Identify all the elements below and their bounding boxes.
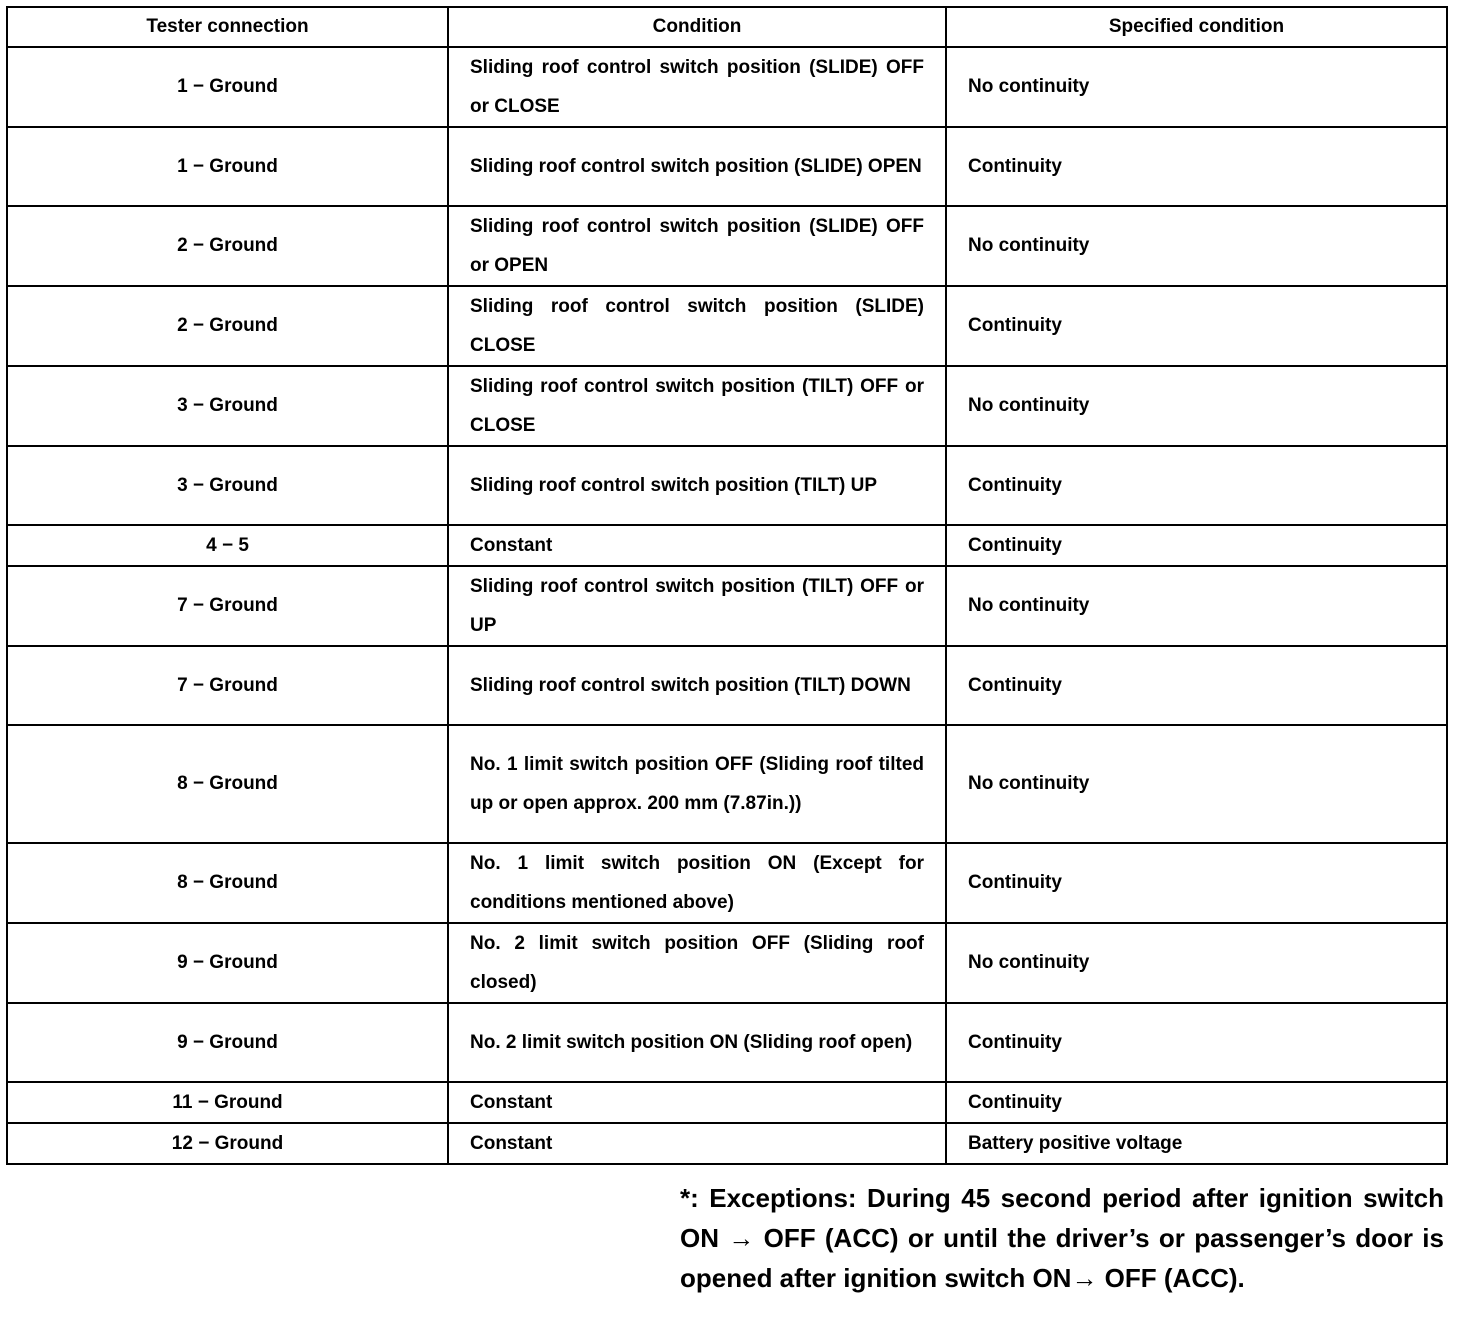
tester-connection-cell: 8 − Ground bbox=[7, 843, 448, 923]
specified-condition-cell: Continuity bbox=[946, 286, 1447, 366]
table-row bbox=[7, 843, 1447, 923]
table-row bbox=[7, 286, 1447, 366]
condition-cell: Sliding roof control switch position (TILT) UP bbox=[448, 446, 946, 525]
tester-connection-cell: 3 − Ground bbox=[7, 446, 448, 525]
condition-cell: Sliding roof control switch position (TILT) OFF or UP bbox=[448, 566, 946, 646]
specified-condition-cell: No continuity bbox=[946, 206, 1447, 286]
table-row bbox=[7, 923, 1447, 1003]
table-row bbox=[7, 566, 1447, 646]
table-row bbox=[7, 206, 1447, 286]
specified-condition-cell: No continuity bbox=[946, 923, 1447, 1003]
table-row bbox=[7, 47, 1447, 127]
continuity-spec-table bbox=[6, 6, 1448, 1165]
specified-condition-cell: Continuity bbox=[946, 843, 1447, 923]
specified-condition-cell: No continuity bbox=[946, 366, 1447, 446]
condition-cell: No. 1 limit switch position ON (Except for conditions mentioned above) bbox=[448, 843, 946, 923]
tester-connection-cell: 7 − Ground bbox=[7, 646, 448, 725]
header-condition: Condition bbox=[448, 7, 946, 47]
specified-condition-cell: Continuity bbox=[946, 1082, 1447, 1123]
table-row bbox=[7, 1123, 1447, 1164]
tester-connection-cell: 1 − Ground bbox=[7, 47, 448, 127]
header-specified-condition: Specified condition bbox=[946, 7, 1447, 47]
specified-condition-cell: No continuity bbox=[946, 725, 1447, 843]
table-row bbox=[7, 1082, 1447, 1123]
table-row bbox=[7, 127, 1447, 206]
header-tester-connection: Tester connection bbox=[7, 7, 448, 47]
table-header-row bbox=[7, 7, 1447, 47]
table-row bbox=[7, 1003, 1447, 1082]
specified-condition-cell: Continuity bbox=[946, 646, 1447, 725]
specified-condition-cell: Battery positive voltage bbox=[946, 1123, 1447, 1164]
tester-connection-cell: 7 − Ground bbox=[7, 566, 448, 646]
tester-connection-cell: 2 − Ground bbox=[7, 206, 448, 286]
table-row bbox=[7, 366, 1447, 446]
condition-cell: No. 1 limit switch position OFF (Sliding roof tilted up or open approx. 200 mm (7.87in.)) bbox=[448, 725, 946, 843]
condition-cell: No. 2 limit switch position OFF (Sliding roof closed) bbox=[448, 923, 946, 1003]
condition-cell: Sliding roof control switch position (SLIDE) OFF or OPEN bbox=[448, 206, 946, 286]
condition-cell: Sliding roof control switch position (SLIDE) OPEN bbox=[448, 127, 946, 206]
tester-connection-cell: 1 − Ground bbox=[7, 127, 448, 206]
condition-cell: Sliding roof control switch position (SLIDE) CLOSE bbox=[448, 286, 946, 366]
table-row bbox=[7, 446, 1447, 525]
specified-condition-cell: Continuity bbox=[946, 1003, 1447, 1082]
tester-connection-cell: 3 − Ground bbox=[7, 366, 448, 446]
condition-cell: Constant bbox=[448, 1082, 946, 1123]
table-row bbox=[7, 725, 1447, 843]
condition-cell: Sliding roof control switch position (SLIDE) OFF or CLOSE bbox=[448, 47, 946, 127]
tester-connection-cell: 8 − Ground bbox=[7, 725, 448, 843]
condition-cell: Constant bbox=[448, 1123, 946, 1164]
tester-connection-cell: 2 − Ground bbox=[7, 286, 448, 366]
specified-condition-cell: No continuity bbox=[946, 47, 1447, 127]
condition-cell: No. 2 limit switch position ON (Sliding roof open) bbox=[448, 1003, 946, 1082]
specified-condition-cell: Continuity bbox=[946, 525, 1447, 566]
exceptions-footnote: *: Exceptions: During 45 second period after ignition switch ON → OFF (ACC) or until the driver’s or passenger’s door is opened after ignition switch ON→ OFF (ACC). bbox=[680, 1183, 1444, 1293]
condition-cell: Constant bbox=[448, 525, 946, 566]
specified-condition-cell: Continuity bbox=[946, 446, 1447, 525]
condition-cell: Sliding roof control switch position (TILT) DOWN bbox=[448, 646, 946, 725]
specified-condition-cell: No continuity bbox=[946, 566, 1447, 646]
tester-connection-cell: 12 − Ground bbox=[7, 1123, 448, 1164]
tester-connection-cell: 9 − Ground bbox=[7, 923, 448, 1003]
condition-cell: Sliding roof control switch position (TILT) OFF or CLOSE bbox=[448, 366, 946, 446]
specified-condition-cell: Continuity bbox=[946, 127, 1447, 206]
tester-connection-cell: 4 − 5 bbox=[7, 525, 448, 566]
table-row bbox=[7, 646, 1447, 725]
table-row bbox=[7, 525, 1447, 566]
tester-connection-cell: 11 − Ground bbox=[7, 1082, 448, 1123]
tester-connection-cell: 9 − Ground bbox=[7, 1003, 448, 1082]
